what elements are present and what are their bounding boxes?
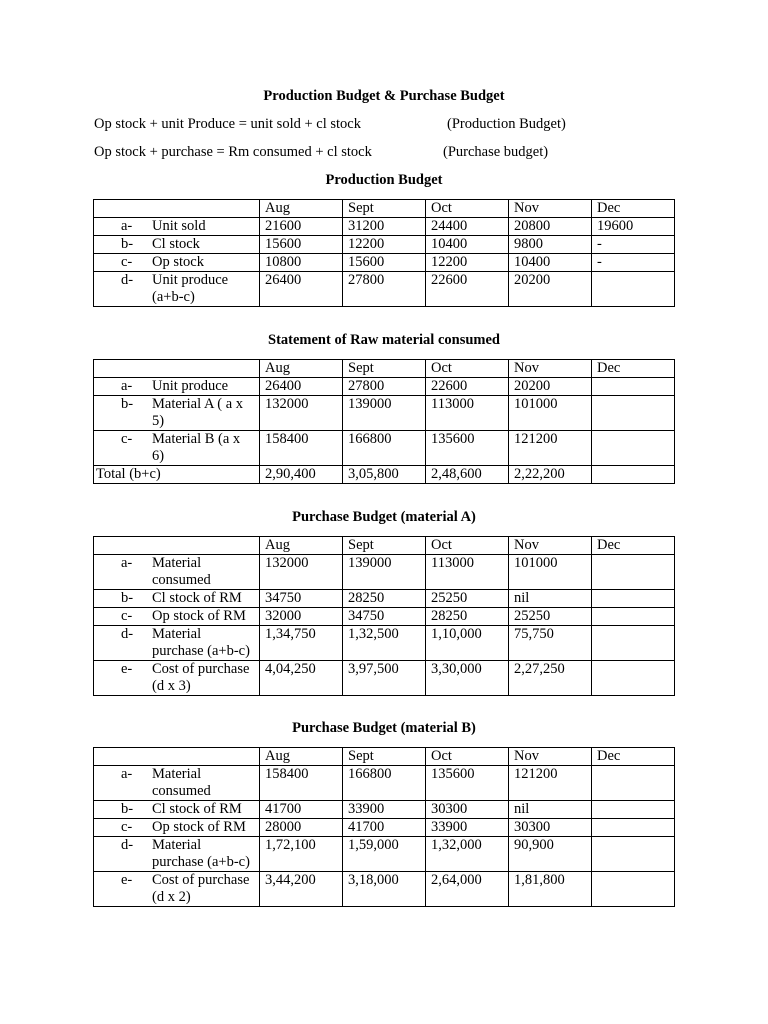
value-cell (592, 555, 675, 590)
value-cell: 31200 (343, 218, 426, 236)
total-value-cell (592, 466, 675, 484)
value-cell: 9800 (509, 236, 592, 254)
value-cell: 1,32,000 (426, 837, 509, 872)
row-label-cell (94, 766, 260, 801)
row-label-text: Op stock of RM (152, 819, 246, 835)
month-header-cell: Oct (426, 748, 509, 766)
row-label-text: Unit sold (152, 218, 206, 234)
month-header-cell: Sept (343, 537, 426, 555)
value-cell: 12200 (426, 254, 509, 272)
row-letter: b- (121, 590, 134, 606)
row-label-text: Cost of purchase (d x 2) (152, 872, 250, 905)
value-cell: 158400 (260, 766, 343, 801)
row-label-text: Cl stock of RM (152, 801, 242, 817)
row-label (99, 272, 254, 306)
month-header-cell: Nov (509, 200, 592, 218)
table-header-row (94, 360, 675, 378)
value-cell: 32000 (260, 608, 343, 626)
row-letter: b- (121, 801, 134, 817)
row-label-text: Cost of purchase (d x 3) (152, 661, 250, 694)
row-label-text: Unit produce (a+b-c) (152, 272, 229, 305)
row-label-text: Op stock of RM (152, 608, 246, 624)
table-row (94, 378, 675, 396)
row-label-cell (94, 837, 260, 872)
table-row (94, 272, 675, 307)
value-cell: 1,32,500 (343, 626, 426, 661)
value-cell: 10800 (260, 254, 343, 272)
row-label-cell (94, 608, 260, 626)
row-label (99, 626, 254, 660)
value-cell: 132000 (260, 555, 343, 590)
value-cell (592, 766, 675, 801)
value-cell (592, 431, 675, 466)
value-cell: 30300 (426, 801, 509, 819)
header-blank-cell (94, 200, 260, 218)
row-label-cell (94, 626, 260, 661)
value-cell: 139000 (343, 555, 426, 590)
production-budget-table (93, 199, 675, 307)
month-header-cell: Nov (509, 537, 592, 555)
month-header-cell: Sept (343, 748, 426, 766)
row-label-cell (94, 555, 260, 590)
total-value-cell: 2,22,200 (509, 466, 592, 484)
row-label-cell (94, 236, 260, 254)
row-label (99, 766, 254, 800)
value-cell: 139000 (343, 396, 426, 431)
value-cell: 113000 (426, 555, 509, 590)
table-header-row (94, 200, 675, 218)
production-budget-title: Production Budget (325, 172, 443, 188)
value-cell: 135600 (426, 431, 509, 466)
value-cell: 3,18,000 (343, 872, 426, 907)
table-row (94, 396, 675, 431)
raw-material-table (93, 359, 675, 484)
row-label-cell (94, 218, 260, 236)
value-cell: 90,900 (509, 837, 592, 872)
value-cell: 34750 (343, 608, 426, 626)
row-label (99, 431, 254, 465)
value-cell: 24400 (426, 218, 509, 236)
value-cell: 121200 (509, 431, 592, 466)
value-cell: 113000 (426, 396, 509, 431)
value-cell: 20800 (509, 218, 592, 236)
row-label-cell (94, 378, 260, 396)
value-cell: - (592, 236, 675, 254)
row-label (99, 872, 254, 906)
table-row (94, 218, 675, 236)
total-label-cell: Total (b+c) (94, 466, 260, 484)
row-letter: b- (121, 236, 134, 252)
month-header-cell: Sept (343, 200, 426, 218)
value-cell: 12200 (343, 236, 426, 254)
row-label-cell (94, 819, 260, 837)
table-row (94, 555, 675, 590)
value-cell (592, 272, 675, 307)
row-label-text: Material consumed (152, 766, 211, 799)
value-cell: 33900 (426, 819, 509, 837)
value-cell (592, 378, 675, 396)
month-header-cell: Aug (260, 200, 343, 218)
month-header-cell: Aug (260, 537, 343, 555)
row-letter: a- (121, 218, 133, 234)
table-row (94, 590, 675, 608)
month-header-cell: Dec (592, 537, 675, 555)
value-cell (592, 608, 675, 626)
value-cell: 1,34,750 (260, 626, 343, 661)
row-letter: e- (121, 661, 133, 677)
value-cell (592, 801, 675, 819)
row-letter: e- (121, 872, 133, 888)
purchase-formula-note: (Purchase budget) (443, 144, 549, 160)
row-letter: c- (121, 608, 133, 624)
header-blank-cell (94, 748, 260, 766)
month-header-cell: Dec (592, 200, 675, 218)
row-label (99, 254, 254, 271)
value-cell: 135600 (426, 766, 509, 801)
row-label-cell (94, 590, 260, 608)
value-cell: 21600 (260, 218, 343, 236)
value-cell: nil (509, 590, 592, 608)
row-label-cell (94, 801, 260, 819)
total-value-cell: 2,90,400 (260, 466, 343, 484)
production-formula (94, 116, 566, 133)
value-cell: 22600 (426, 378, 509, 396)
purchase-formula-text: Op stock + purchase = Rm consumed + cl stock (94, 144, 372, 160)
purchase-budget-b-table (93, 747, 675, 907)
table-row (94, 661, 675, 696)
row-label-text: Material consumed (152, 555, 211, 588)
value-cell: 4,04,250 (260, 661, 343, 696)
row-letter: c- (121, 819, 133, 835)
total-value-cell: 3,05,800 (343, 466, 426, 484)
table-row (94, 819, 675, 837)
purchase-budget-a-title: Purchase Budget (material A) (292, 509, 476, 525)
value-cell: 10400 (426, 236, 509, 254)
raw-material-title: Statement of Raw material consumed (268, 332, 500, 348)
row-label (99, 661, 254, 695)
row-letter: b- (121, 396, 134, 412)
row-label (99, 396, 254, 430)
row-letter: a- (121, 555, 133, 571)
value-cell: 28250 (426, 608, 509, 626)
table-header-row (94, 537, 675, 555)
total-row (94, 466, 675, 484)
value-cell: 1,72,100 (260, 837, 343, 872)
value-cell: 1,10,000 (426, 626, 509, 661)
value-cell (592, 590, 675, 608)
value-cell: 166800 (343, 431, 426, 466)
table-row (94, 236, 675, 254)
month-header-cell: Oct (426, 537, 509, 555)
row-label (99, 218, 254, 235)
value-cell: 25250 (509, 608, 592, 626)
document-title: Production Budget & Purchase Budget (263, 88, 505, 104)
value-cell: nil (509, 801, 592, 819)
table-row (94, 872, 675, 907)
purchase-budget-b-title: Purchase Budget (material B) (292, 720, 476, 736)
value-cell (592, 872, 675, 907)
value-cell: 19600 (592, 218, 675, 236)
value-cell (592, 661, 675, 696)
header-blank-cell (94, 360, 260, 378)
row-label-cell (94, 872, 260, 907)
row-label-cell (94, 431, 260, 466)
row-label (99, 378, 254, 395)
value-cell: 20200 (509, 272, 592, 307)
table-row (94, 766, 675, 801)
row-label-cell (94, 661, 260, 696)
production-formula-text: Op stock + unit Produce = unit sold + cl stock (94, 116, 361, 132)
value-cell: 25250 (426, 590, 509, 608)
value-cell: 28000 (260, 819, 343, 837)
value-cell: 132000 (260, 396, 343, 431)
row-label-text: Op stock (152, 254, 204, 270)
value-cell: 41700 (260, 801, 343, 819)
row-letter: a- (121, 378, 133, 394)
value-cell: 1,81,800 (509, 872, 592, 907)
value-cell (592, 396, 675, 431)
value-cell: 26400 (260, 378, 343, 396)
table-row (94, 431, 675, 466)
row-label (99, 590, 254, 607)
total-value-cell: 2,48,600 (426, 466, 509, 484)
value-cell (592, 837, 675, 872)
value-cell (592, 819, 675, 837)
value-cell: 33900 (343, 801, 426, 819)
month-header-cell: Sept (343, 360, 426, 378)
row-label (99, 608, 254, 625)
value-cell: 30300 (509, 819, 592, 837)
table-row (94, 608, 675, 626)
value-cell: 27800 (343, 378, 426, 396)
value-cell (592, 626, 675, 661)
row-label-text: Cl stock (152, 236, 200, 252)
month-header-cell: Oct (426, 360, 509, 378)
production-formula-note: (Production Budget) (447, 116, 566, 132)
month-header-cell: Oct (426, 200, 509, 218)
row-label (99, 801, 254, 818)
month-header-cell: Aug (260, 748, 343, 766)
row-letter: d- (121, 272, 134, 288)
value-cell: 3,44,200 (260, 872, 343, 907)
month-header-cell: Dec (592, 360, 675, 378)
row-letter: c- (121, 431, 133, 447)
row-label-cell (94, 254, 260, 272)
table-row (94, 837, 675, 872)
value-cell: - (592, 254, 675, 272)
row-letter: d- (121, 837, 134, 853)
value-cell: 10400 (509, 254, 592, 272)
value-cell: 101000 (509, 555, 592, 590)
row-label (99, 236, 254, 253)
row-label-text: Material B (a x 6) (152, 431, 241, 464)
value-cell: 2,27,250 (509, 661, 592, 696)
value-cell: 22600 (426, 272, 509, 307)
purchase-budget-a-table (93, 536, 675, 696)
value-cell: 158400 (260, 431, 343, 466)
row-label-text: Cl stock of RM (152, 590, 242, 606)
month-header-cell: Nov (509, 748, 592, 766)
row-letter: a- (121, 766, 133, 782)
value-cell: 101000 (509, 396, 592, 431)
value-cell: 15600 (343, 254, 426, 272)
table-row (94, 254, 675, 272)
value-cell: 34750 (260, 590, 343, 608)
row-label-text: Material A ( a x 5) (152, 396, 244, 429)
month-header-cell: Nov (509, 360, 592, 378)
row-label-text: Material purchase (a+b-c) (152, 626, 250, 659)
table-header-row (94, 748, 675, 766)
row-label-text: Unit produce (152, 378, 229, 394)
row-letter: c- (121, 254, 133, 270)
header-blank-cell (94, 537, 260, 555)
table-row (94, 626, 675, 661)
value-cell: 3,30,000 (426, 661, 509, 696)
row-label-cell (94, 272, 260, 307)
value-cell: 41700 (343, 819, 426, 837)
value-cell: 121200 (509, 766, 592, 801)
row-label-text: Material purchase (a+b-c) (152, 837, 250, 870)
value-cell: 1,59,000 (343, 837, 426, 872)
value-cell: 3,97,500 (343, 661, 426, 696)
value-cell: 20200 (509, 378, 592, 396)
row-label (99, 819, 254, 836)
value-cell: 26400 (260, 272, 343, 307)
value-cell: 75,750 (509, 626, 592, 661)
value-cell: 166800 (343, 766, 426, 801)
month-header-cell: Aug (260, 360, 343, 378)
row-letter: d- (121, 626, 134, 642)
value-cell: 27800 (343, 272, 426, 307)
row-label (99, 555, 254, 589)
value-cell: 2,64,000 (426, 872, 509, 907)
value-cell: 15600 (260, 236, 343, 254)
purchase-formula (94, 144, 549, 161)
value-cell: 28250 (343, 590, 426, 608)
table-row (94, 801, 675, 819)
month-header-cell: Dec (592, 748, 675, 766)
row-label (99, 837, 254, 871)
row-label-cell (94, 396, 260, 431)
